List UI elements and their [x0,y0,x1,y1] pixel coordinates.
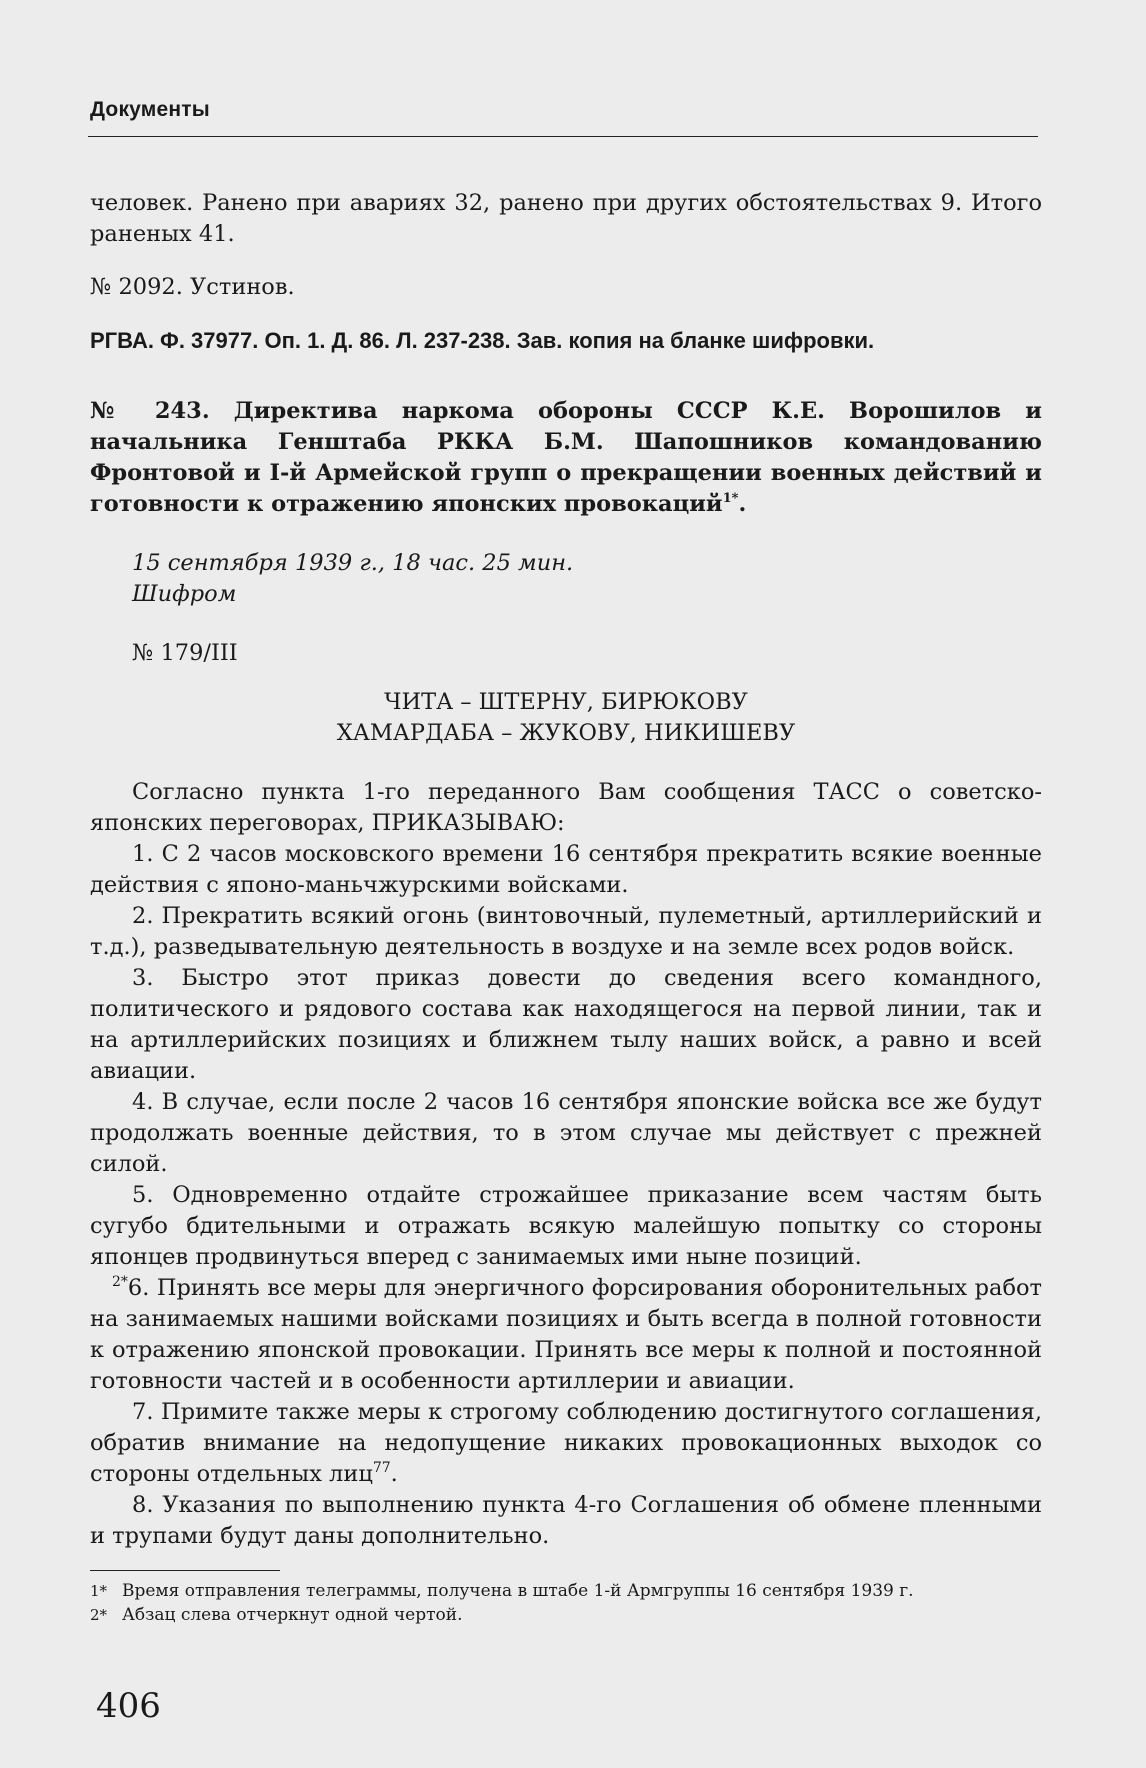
order-item-7-text: 7. Примите также меры к строгому соблюдению достигнутого соглашения, обратив внимание на недопущение никаких провокационных выходок со стороны отдельных лиц [90,1399,1042,1487]
address-line-1: ЧИТА – ШТЕРНУ, БИРЮКОВУ [384,689,748,715]
document-number: № 179/III [132,640,238,666]
order-item-5: 5. Одновременно отдайте строжайшее приказание всем частям быть сугубо бдительными и отражать всякую малейшую попытку со стороны японцев продвинуться вперед с занимаемых ими ныне позиций. [90,1182,1042,1270]
header-rule [88,136,1038,137]
order-intro: Согласно пункта 1-го переданного Вам сообщения ТАСС о советско-японских переговорах, ПРИКАЗЫВАЮ: [90,779,1042,836]
order-item-6 [90,1273,1042,1397]
order-item-4: 4. В случае, если после 2 часов 16 сентября японские войска все же будут продолжать военные действия, то в этом случае мы действует с прежней силой. [90,1089,1042,1177]
order-item-7-end: . [390,1461,398,1487]
order-item-3: 3. Быстро этот приказ довести до сведения всего командного, политического и рядового состава как находящегося на первой линии, так и на артиллерийских позициях и ближнем тылу наших войск, а равно и всей авиации. [90,965,1042,1084]
endnote-ref-77[interactable]: 77 [372,1460,391,1476]
address-line-2: ХАМАРДАБА – ЖУКОВУ, НИКИШЕВУ [336,720,796,746]
document-date: 15 сентября 1939 г., 18 час. 25 мин. [132,550,574,576]
order-item-7 [90,1397,1042,1490]
order-item-2: 2. Прекратить всякий огонь (винтовочный, пулеметный, артиллерийский и т.д.), разведывательную деятельность в воздухе и на земле всех родов войск. [90,903,1042,960]
footnote-ref-2[interactable]: 2* [112,1274,128,1290]
footnote-mark: 1* [90,1582,108,1600]
footnote-mark: 2* [90,1606,108,1624]
footnote-2 [90,1603,1042,1627]
footnote-ref-1[interactable]: 1* [722,491,739,506]
page-number: 406 [96,1686,161,1726]
order-item-1: 1. С 2 часов московского времени 16 сентября прекратить всякие военные действия с японо-маньчжурскими войсками. [90,841,1042,898]
footnotes [90,1570,1042,1627]
document-title-end: . [738,491,747,517]
paragraph-continuation: человек. Ранено при авариях 32, ранено при других обстоятельствах 9. Итого раненых 41. [90,190,1042,247]
cipher-note: Шифром [132,581,237,607]
footnote-1 [90,1579,1042,1603]
document-title-text: № 243. Директива наркома обороны СССР К.Е. Ворошилов и начальника Генштаба РККА Б.М. Шапошников командованию Фронтовой и I-й Армейской групп о прекращении военных действий и готовности к отражению японских провокаций [90,398,1042,517]
order-item-6-text: 6. Принять все меры для энергичного форсирования оборонительных работ на занимаемых нашими войсками позициях и быть всегда в полной готовности к отражению японской провокации. Принять все меры к полной и постоянной готовности частей и в особенности артиллерии и авиации. [90,1275,1042,1394]
report-signature: № 2092. Устинов. [90,274,295,300]
archive-reference: РГВА. Ф. 37977. Оп. 1. Д. 86. Л. 237-238. Зав. копия на бланке шифровки. [90,328,875,353]
footnote-text: Время отправления телеграммы, получена в штабе 1-й Армгруппы 16 сентября 1939 г. [122,1581,914,1601]
order-item-8: 8. Указания по выполнению пункта 4-го Соглашения об обмене пленными и трупами будут даны дополнительно. [90,1492,1042,1549]
running-header: Документы [90,98,210,121]
footnote-rule [90,1570,280,1571]
footnote-text: Абзац слева отчеркнут одной чертой. [122,1605,463,1625]
document-body [90,188,1042,1552]
document-title [90,396,1042,520]
